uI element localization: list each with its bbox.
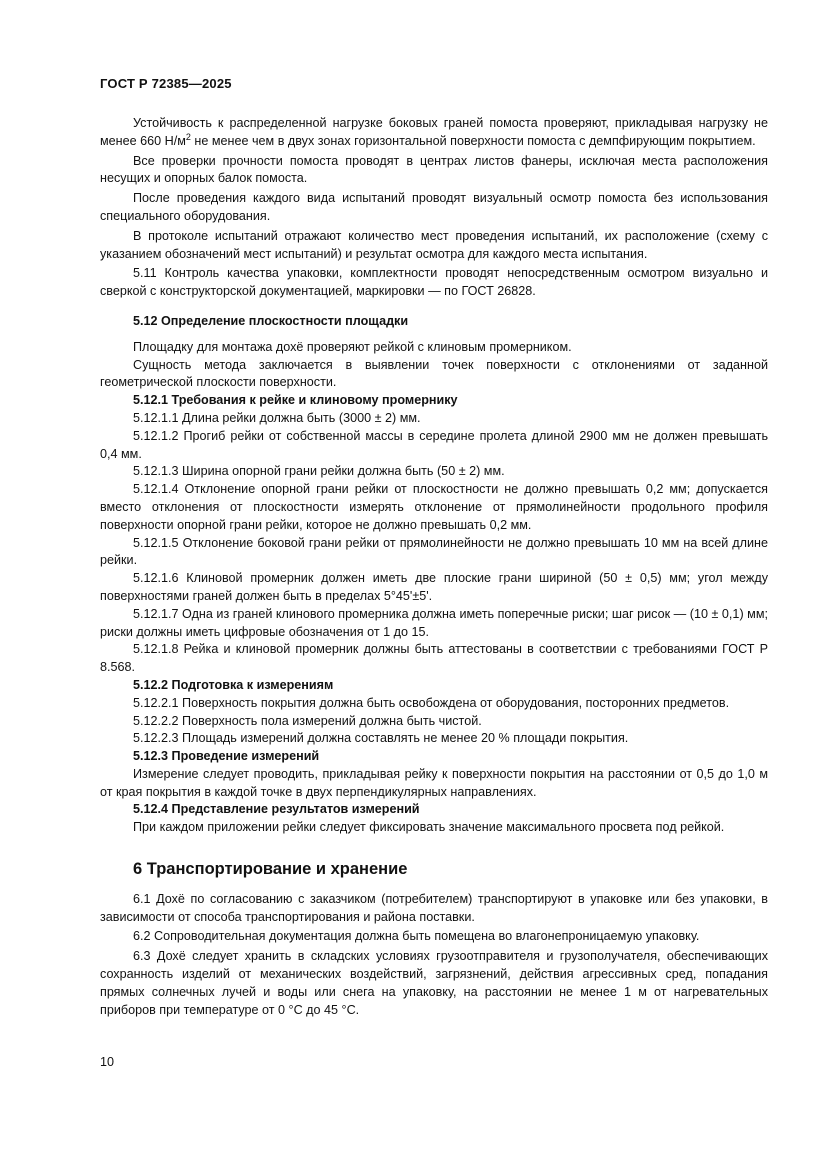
clause-5-12-1-8: 5.12.1.8 Рейка и клиновой промерник должны быть аттестованы в соответствии с требованиями ГОСТ Р 8.568.	[100, 642, 768, 675]
clause-5-12-1-4: 5.12.1.4 Отклонение опорной грани рейки от плоскостности не должно превышать 0,2 мм; допускается вместо отклонения от плоскостности измерять отклонение от прямолинейности продольного профиля поверхности опорной грани рейки, которое не должно превышать 0,2 мм.	[100, 482, 768, 532]
paragraph-5-12-4: При каждом приложении рейки следует фиксировать значение максимального просвета под рейкой.	[133, 820, 725, 835]
paragraph-5-12-3: Измерение следует проводить, прикладывая рейку к поверхности покрытия на расстоянии от 0,5 до 1,0 м от края покрытия в каждой точке в двух перпендикулярных направлениях.	[100, 766, 768, 799]
document-body	[100, 115, 768, 1019]
paragraph-5-12-method: Сущность метода заключается в выявлении точек поверхности с отклонениями от заданной геометрической плоскости поверхности.	[100, 357, 768, 390]
clause-6-1: 6.1 Дохё по согласованию с заказчиком (потребителем) транспортируют в упаковке или без упаковки, в зависимости от способа транспортирования и района поставки.	[100, 891, 768, 924]
clause-6-2: 6.2 Сопроводительная документация должна быть помещена во влагонепроницаемую упаковку.	[133, 929, 700, 944]
section-heading-6: 6 Транспортирование и хранение	[133, 860, 408, 879]
paragraph-5-11: 5.11 Контроль качества упаковки, комплектности проводят непосредственным осмотром визуально и сверкой с конструкторской документацией, маркировки — по ГОСТ 26828.	[100, 266, 768, 299]
document-code-header: ГОСТ Р 72385—2025	[100, 76, 232, 91]
paragraph-5-12-intro: Площадку для монтажа дохё проверяют рейкой с клиновым промерником.	[133, 339, 572, 354]
clause-5-12-1-5: 5.12.1.5 Отклонение боковой грани рейки от прямолинейности не должно превышать 10 мм на всей длине рейки.	[100, 535, 768, 568]
paragraph-strength-checks: Все проверки прочности помоста проводят в центрах листов фанеры, исключая места расположения несущих и опорных балок помоста.	[100, 153, 768, 186]
subsection-heading-5-12-3: 5.12.3 Проведение измерений	[133, 749, 320, 764]
subsection-heading-5-12-4: 5.12.4 Представление результатов измерений	[133, 802, 420, 817]
paragraph-load-test-part1: Устойчивость к распределенной нагрузке боковых граней помоста проверяют, прикладывая нагрузку не менее 660 Н/м	[100, 116, 768, 148]
paragraph-test-protocol: В протоколе испытаний отражают количество мест проведения испытаний, их расположение (схему с указанием обозначений мест испытаний) и результат осмотра для каждого места испытания.	[100, 228, 768, 261]
clause-5-12-2-2: 5.12.2.2 Поверхность пола измерений должна быть чистой.	[133, 713, 482, 728]
superscript-exponent: 2	[185, 131, 191, 142]
section-heading-5-12: 5.12 Определение плоскостности площадки	[133, 313, 409, 328]
clause-5-12-1-7: 5.12.1.7 Одна из граней клинового промерника должна иметь поперечные риски; шаг рисок — (10 ± 0,1) мм; риски должны иметь цифровые обозначения от 1 до 15.	[100, 606, 768, 639]
clause-5-12-1-3: 5.12.1.3 Ширина опорной грани рейки должна быть (50 ± 2) мм.	[133, 464, 505, 479]
clause-5-12-1-2: 5.12.1.2 Прогиб рейки от собственной массы в середине пролета длиной 2900 мм не должен превышать 0,4 мм.	[100, 428, 768, 461]
clause-5-12-2-3: 5.12.2.3 Площадь измерений должна составлять не менее 20 % площади покрытия.	[133, 731, 629, 746]
clause-5-12-1-1: 5.12.1.1 Длина рейки должна быть (3000 ± 2) мм.	[133, 410, 421, 425]
subsection-heading-5-12-1: 5.12.1 Требования к рейке и клиновому промернику	[133, 393, 458, 408]
paragraph-load-test-part2: не менее чем в двух зонах горизонтальной поверхности помоста с демпфирующим покрытием.	[190, 133, 756, 148]
clause-5-12-1-6: 5.12.1.6 Клиновой промерник должен иметь две плоские грани шириной (50 ± 0,5) мм; угол между поверхностями граней должен быть в пределах 5°45'±5'.	[100, 571, 768, 603]
paragraph-load-test	[100, 115, 768, 151]
page-number: 10	[100, 1055, 115, 1069]
clause-5-12-2-1: 5.12.2.1 Поверхность покрытия должна быть освобождена от оборудования, посторонних предметов.	[133, 695, 730, 710]
clause-6-3: 6.3 Дохё следует хранить в складских условиях грузоотправителя и грузополучателя, обеспечивающих сохранность изделий от механических воздействий, загрязнений, действия агрессивных сред, попадания прямых солнечных лучей и воды или снега на упаковку, на расстоянии не менее 1 м от нагревательных приборов при температуре от 0 °С до 45 °С.	[100, 949, 768, 1017]
paragraph-visual-inspection: После проведения каждого вида испытаний проводят визуальный осмотр помоста без использования специального оборудования.	[100, 191, 768, 223]
subsection-heading-5-12-2: 5.12.2 Подготовка к измерениям	[133, 677, 334, 692]
